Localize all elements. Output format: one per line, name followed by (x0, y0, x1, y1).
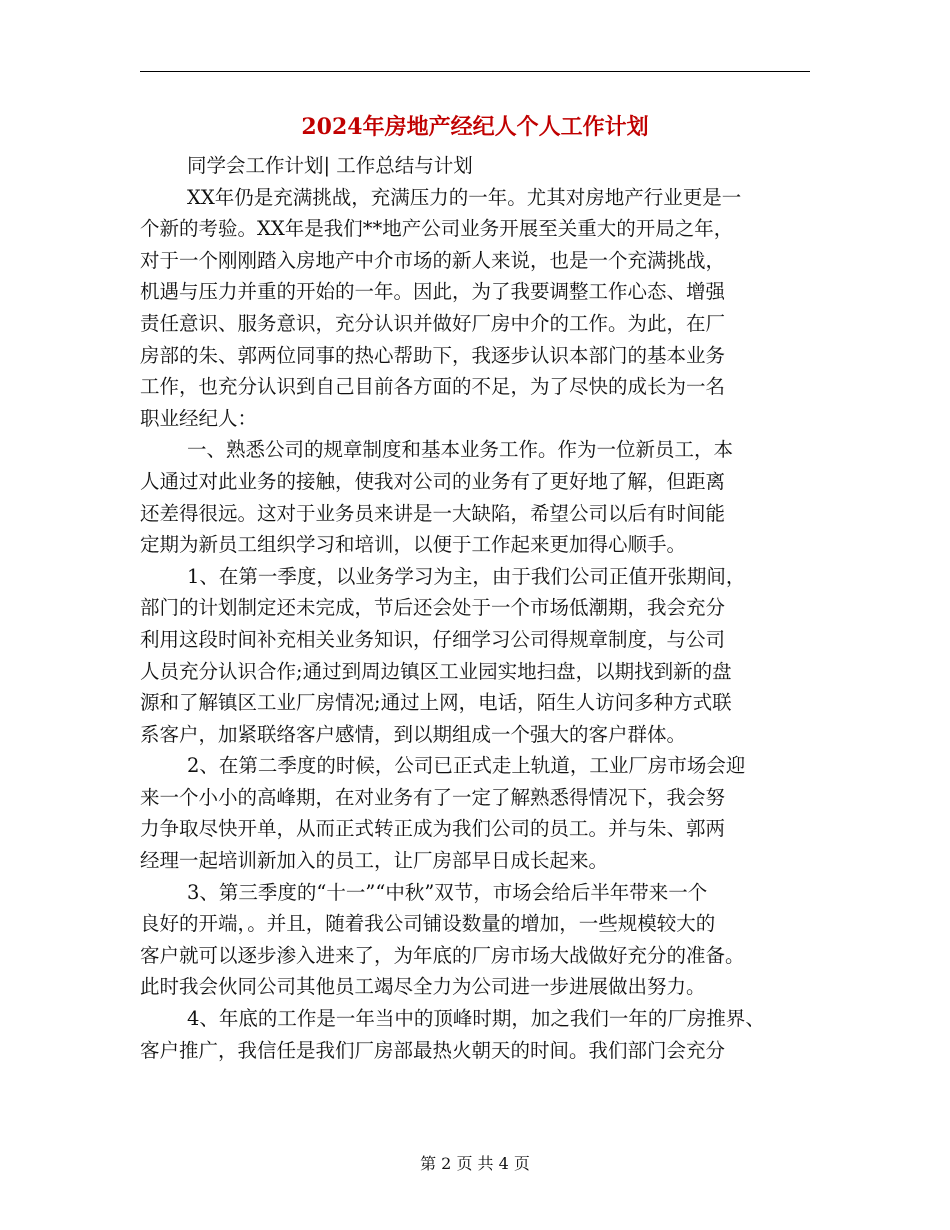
body-line: 机遇与压力并重的开始的一年。因此，为了我要调整工作心态、增强 (140, 280, 726, 304)
body-line: 同学会工作计划| 工作总结与计划 (187, 154, 473, 177)
body-line: 1、在第一季度，以业务学习为主，由于我们公司正值开张期间， (187, 564, 746, 588)
body-line: 利用这段时间补充相关业务知识，仔细学习公司得规章制度，与公司 (140, 627, 726, 651)
body-line: 对于一个刚刚踏入房地产中介市场的新人来说，也是一个充满挑战， (140, 248, 726, 272)
body-line: 客户就可以逐步渗入进来了，为年底的厂房市场大战做好充分的准备。 (140, 943, 745, 967)
body-line: 源和了解镇区工业厂房情况;通过上网，电话，陌生人访问多种方式联 (140, 691, 732, 715)
body-line: 此时我会伙同公司其他员工竭尽全力为公司进一步进展做出努力。 (140, 975, 706, 999)
body-line: 4、年底的工作是一年当中的顶峰时期，加之我们一年的厂房推界、 (187, 1007, 765, 1031)
body-line: 责任意识、服务意识，充分认识并做好厂房中介的工作。为此，在厂 (140, 311, 726, 335)
body-line: 经理一起培训新加入的员工，让厂房部早日成长起来。 (140, 849, 609, 873)
document-body (140, 150, 830, 1066)
body-line: 系客户，加紧联络客户感情，到以期组成一个强大的客户群体。 (140, 722, 687, 746)
body-line: 力争取尽快开单，从而正式转正成为我们公司的员工。并与朱、郭两 (140, 817, 726, 841)
body-line: 房部的朱、郭两位同事的热心帮助下，我逐步认识本部门的基本业务 (140, 343, 726, 367)
body-line: 个新的考验。XX年是我们**地产公司业务开展至关重大的开局之年， (140, 217, 734, 241)
body-line: 来一个小小的高峰期，在对业务有了一定了解熟悉得情况下，我会努 (140, 785, 726, 809)
body-line: 3、第三季度的“十一”“中秋”双节，市场会给后半年带来一个 (187, 880, 708, 904)
body-line: 人员充分认识合作;通过到周边镇区工业园实地扫盘，以期找到新的盘 (140, 659, 732, 683)
body-line: 还差得很远。这对于业务员来讲是一大缺陷，希望公司以后有时间能 (140, 501, 726, 525)
body-line: 一、熟悉公司的规章制度和基本业务工作。作为一位新员工，本 (187, 438, 734, 462)
body-line: 职业经纪人： (140, 406, 258, 430)
body-line: 定期为新员工组织学习和培训，以便于工作起来更加得心顺手。 (140, 533, 687, 557)
body-line: 2、在第二季度的时候，公司已正式走上轨道，工业厂房市场会迎 (187, 754, 746, 778)
body-line: 人通过对此业务的接触，使我对公司的业务有了更好地了解，但距离 (140, 469, 726, 493)
body-line: 良好的开端，。并且，随着我公司铺设数量的增加，一些规模较大的 (140, 912, 716, 936)
document-title: 2024年房地产经纪人个人工作计划 (301, 114, 649, 140)
body-line: 工作，也充分认识到自己目前各方面的不足，为了尽快的成长为一名 (140, 375, 726, 399)
body-line: XX年仍是充满挑战，充满压力的一年。尤其对房地产行业更是一 (187, 185, 742, 209)
page-number-footer: 第 2 页 共 4 页 (420, 1154, 530, 1173)
body-line: 部门的计划制定还未完成，节后还会处于一个市场低潮期，我会充分 (140, 596, 726, 620)
body-line: 客户推广，我信任是我们厂房部最热火朝天的时间。我们部门会充分 (140, 1038, 726, 1062)
header-rule (140, 71, 810, 72)
